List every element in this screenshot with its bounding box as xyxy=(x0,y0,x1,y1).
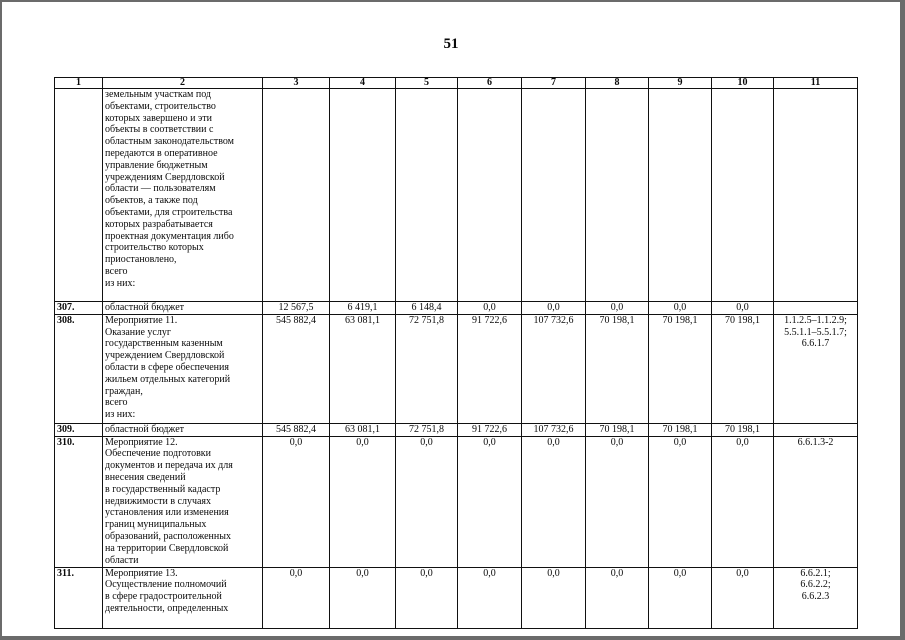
row-number: 308. xyxy=(55,314,103,423)
column-header: 9 xyxy=(649,78,712,89)
amount-cell: 0,0 xyxy=(396,567,458,628)
amount-cell: 0,0 xyxy=(263,436,330,567)
column-header: 3 xyxy=(263,78,330,89)
target-indicators: 6.6.1.3-2 xyxy=(774,436,858,567)
row-name: областной бюджет xyxy=(103,302,263,315)
amount-cell xyxy=(263,89,330,302)
table-row xyxy=(55,302,858,315)
column-header: 5 xyxy=(396,78,458,89)
row-name: земельным участкам под объектами, строительство которых завершено и эти объекты в соответствии с областным законодательством передаются в оперативное управление бюджетным учреждениям Свердловской области — пользователям объектов, а также под объектами, для строительства которых разрабатывается проектная документация либо строительство которых приостановлено, всего из них: xyxy=(103,89,263,302)
amount-cell: 107 732,6 xyxy=(522,423,586,436)
amount-cell xyxy=(396,89,458,302)
column-header: 8 xyxy=(586,78,649,89)
amount-cell: 70 198,1 xyxy=(586,423,649,436)
amount-cell: 0,0 xyxy=(712,302,774,315)
amount-cell: 0,0 xyxy=(330,567,396,628)
amount-cell: 70 198,1 xyxy=(649,314,712,423)
target-indicators: 6.6.2.1; 6.6.2.2; 6.6.2.3 xyxy=(774,567,858,628)
table-row xyxy=(55,567,858,628)
amount-cell: 0,0 xyxy=(712,567,774,628)
target-indicators xyxy=(774,89,858,302)
amount-cell: 0,0 xyxy=(458,302,522,315)
amount-cell: 0,0 xyxy=(522,436,586,567)
amount-cell: 72 751,8 xyxy=(396,314,458,423)
table-row xyxy=(55,423,858,436)
column-header: 4 xyxy=(330,78,396,89)
amount-cell: 545 882,4 xyxy=(263,423,330,436)
target-indicators: 1.1.2.5–1.1.2.9; 5.5.1.1–5.5.1.7; 6.6.1.7 xyxy=(774,314,858,423)
amount-cell: 12 567,5 xyxy=(263,302,330,315)
amount-cell: 0,0 xyxy=(522,567,586,628)
amount-cell: 0,0 xyxy=(649,567,712,628)
column-header: 2 xyxy=(103,78,263,89)
header-row xyxy=(55,78,858,89)
page-number: 51 xyxy=(443,36,459,52)
amount-cell xyxy=(712,89,774,302)
amount-cell: 0,0 xyxy=(330,436,396,567)
amount-cell: 63 081,1 xyxy=(330,314,396,423)
row-number xyxy=(55,89,103,302)
amount-cell xyxy=(458,89,522,302)
row-number: 307. xyxy=(55,302,103,315)
column-header: 1 xyxy=(55,78,103,89)
row-name: Мероприятие 12. Обеспечение подготовки документов и передача их для внесения сведений в государственный кадастр недвижимости в случаях установления или изменения границ муниципальных образований, расположенных на территории Свердловской области xyxy=(103,436,263,567)
row-number: 310. xyxy=(55,436,103,567)
amount-cell: 63 081,1 xyxy=(330,423,396,436)
row-name: Мероприятие 13. Осуществление полномочий в сфере градостроительной деятельности, определенных xyxy=(103,567,263,628)
amount-cell: 0,0 xyxy=(586,436,649,567)
amount-cell: 91 722,6 xyxy=(458,314,522,423)
amount-cell: 70 198,1 xyxy=(649,423,712,436)
column-header: 11 xyxy=(774,78,858,89)
column-header: 10 xyxy=(712,78,774,89)
amount-cell: 0,0 xyxy=(586,567,649,628)
amount-cell: 107 732,6 xyxy=(522,314,586,423)
amount-cell: 0,0 xyxy=(586,302,649,315)
amount-cell: 0,0 xyxy=(649,436,712,567)
target-indicators xyxy=(774,302,858,315)
row-number: 309. xyxy=(55,423,103,436)
row-number: 311. xyxy=(55,567,103,628)
document-page xyxy=(2,2,900,636)
table-row xyxy=(55,314,858,423)
amount-cell xyxy=(330,89,396,302)
amount-cell: 6 148,4 xyxy=(396,302,458,315)
amount-cell: 72 751,8 xyxy=(396,423,458,436)
amount-cell: 0,0 xyxy=(522,302,586,315)
amount-cell: 0,0 xyxy=(712,436,774,567)
amount-cell: 0,0 xyxy=(263,567,330,628)
amount-cell: 0,0 xyxy=(396,436,458,567)
column-header: 7 xyxy=(522,78,586,89)
table-row xyxy=(55,89,858,302)
amount-cell: 70 198,1 xyxy=(586,314,649,423)
budget-table xyxy=(54,77,858,629)
amount-cell: 6 419,1 xyxy=(330,302,396,315)
table-row xyxy=(55,436,858,567)
amount-cell xyxy=(649,89,712,302)
amount-cell: 0,0 xyxy=(458,436,522,567)
column-header: 6 xyxy=(458,78,522,89)
amount-cell: 0,0 xyxy=(649,302,712,315)
amount-cell: 70 198,1 xyxy=(712,423,774,436)
amount-cell: 0,0 xyxy=(458,567,522,628)
row-name: областной бюджет xyxy=(103,423,263,436)
target-indicators xyxy=(774,423,858,436)
amount-cell xyxy=(522,89,586,302)
amount-cell: 545 882,4 xyxy=(263,314,330,423)
amount-cell: 70 198,1 xyxy=(712,314,774,423)
amount-cell: 91 722,6 xyxy=(458,423,522,436)
amount-cell xyxy=(586,89,649,302)
row-name: Мероприятие 11. Оказание услуг государственным казенным учреждением Свердловской области в сфере обеспечения жильем отдельных категорий граждан, всего из них: xyxy=(103,314,263,423)
